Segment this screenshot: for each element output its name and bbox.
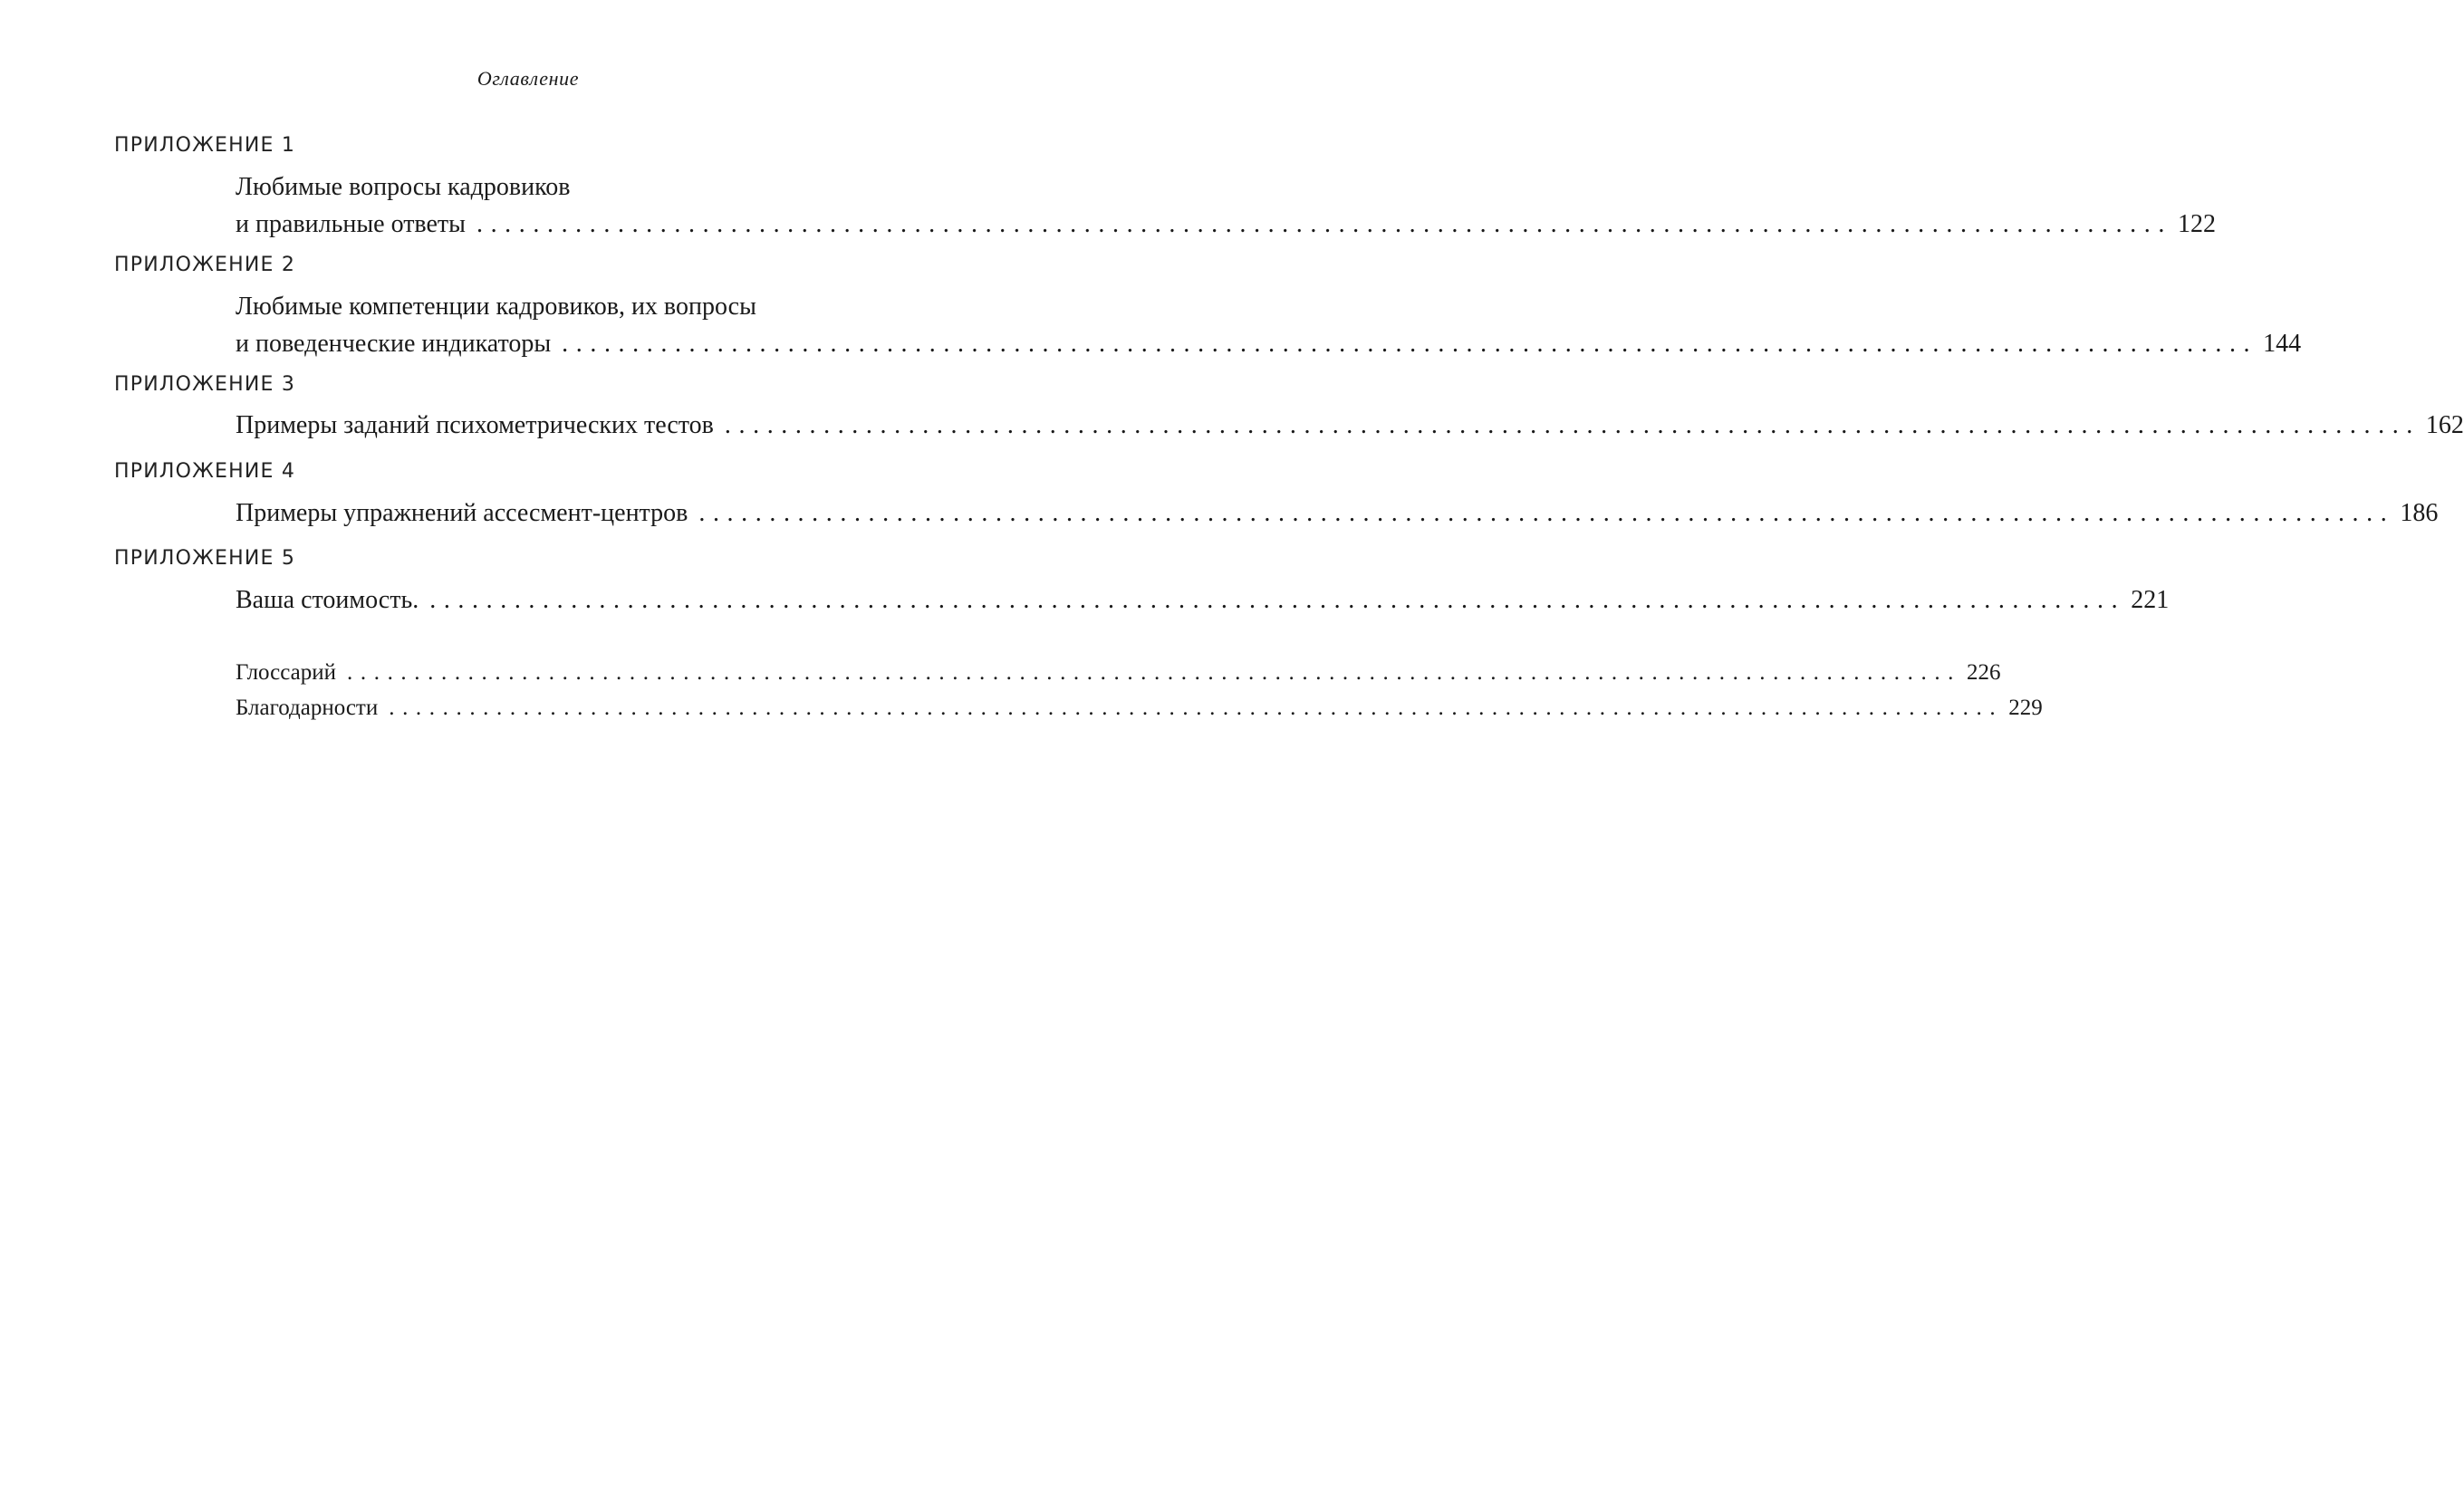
page-number: 221 — [2131, 586, 2170, 614]
entry-title: Глоссарий — [236, 660, 337, 685]
toc-entry-appendix-1[interactable] — [236, 168, 2216, 243]
running-head: Оглавление — [476, 67, 580, 90]
appendix-heading-1: ПРИЛОЖЕНИЕ 1 — [114, 134, 296, 157]
entry-title-line2: и поведенческие индикаторы — [236, 330, 552, 358]
appendix-heading-2: ПРИЛОЖЕНИЕ 2 — [114, 254, 296, 276]
page-number: 226 — [1967, 660, 2001, 685]
dot-leader: ........................................................................................................................ — [562, 330, 2258, 358]
toc-entry-appendix-2[interactable] — [236, 288, 2302, 362]
entry-title: Ваша стоимость. — [236, 586, 419, 614]
entry-title-line1: Любимые компетенции кадровиков, их вопросы — [236, 293, 756, 321]
page-number: 162 — [2425, 411, 2464, 439]
toc-entry-appendix-4[interactable] — [236, 495, 2439, 532]
entry-title: Благодарности — [236, 696, 379, 720]
page-number: 229 — [2008, 696, 2043, 720]
entry-title: Примеры упражнений ассесмент-центров — [236, 499, 688, 527]
dot-leader: ........................................................................................................................ — [476, 210, 2172, 238]
dot-leader: ........................................................................................................................ — [389, 696, 2004, 720]
dot-leader: ........................................................................................................................ — [429, 586, 2126, 614]
entry-title: Примеры заданий психометрических тестов — [236, 411, 714, 439]
page-number: 186 — [2400, 499, 2439, 527]
entry-title-line1: Любимые вопросы кадровиков — [236, 173, 571, 201]
appendix-heading-5: ПРИЛОЖЕНИЕ 5 — [114, 547, 296, 570]
dot-leader: ........................................................................................................................ — [698, 499, 2395, 527]
toc-entry-acknowledgements[interactable] — [236, 690, 2043, 725]
page-number: 122 — [2177, 210, 2216, 238]
dot-leader: ........................................................................................................................ — [347, 660, 1962, 685]
entry-title-line2: и правильные ответы — [236, 210, 466, 238]
appendix-heading-3: ПРИЛОЖЕНИЕ 3 — [114, 373, 296, 396]
dot-leader: ........................................................................................................................ — [724, 411, 2421, 439]
toc-entry-glossary[interactable] — [236, 655, 2001, 690]
appendix-heading-4: ПРИЛОЖЕНИЕ 4 — [114, 460, 296, 483]
page-number: 144 — [2263, 330, 2302, 358]
toc-entry-appendix-3[interactable] — [236, 407, 2464, 444]
toc-entry-appendix-5[interactable] — [236, 581, 2170, 619]
